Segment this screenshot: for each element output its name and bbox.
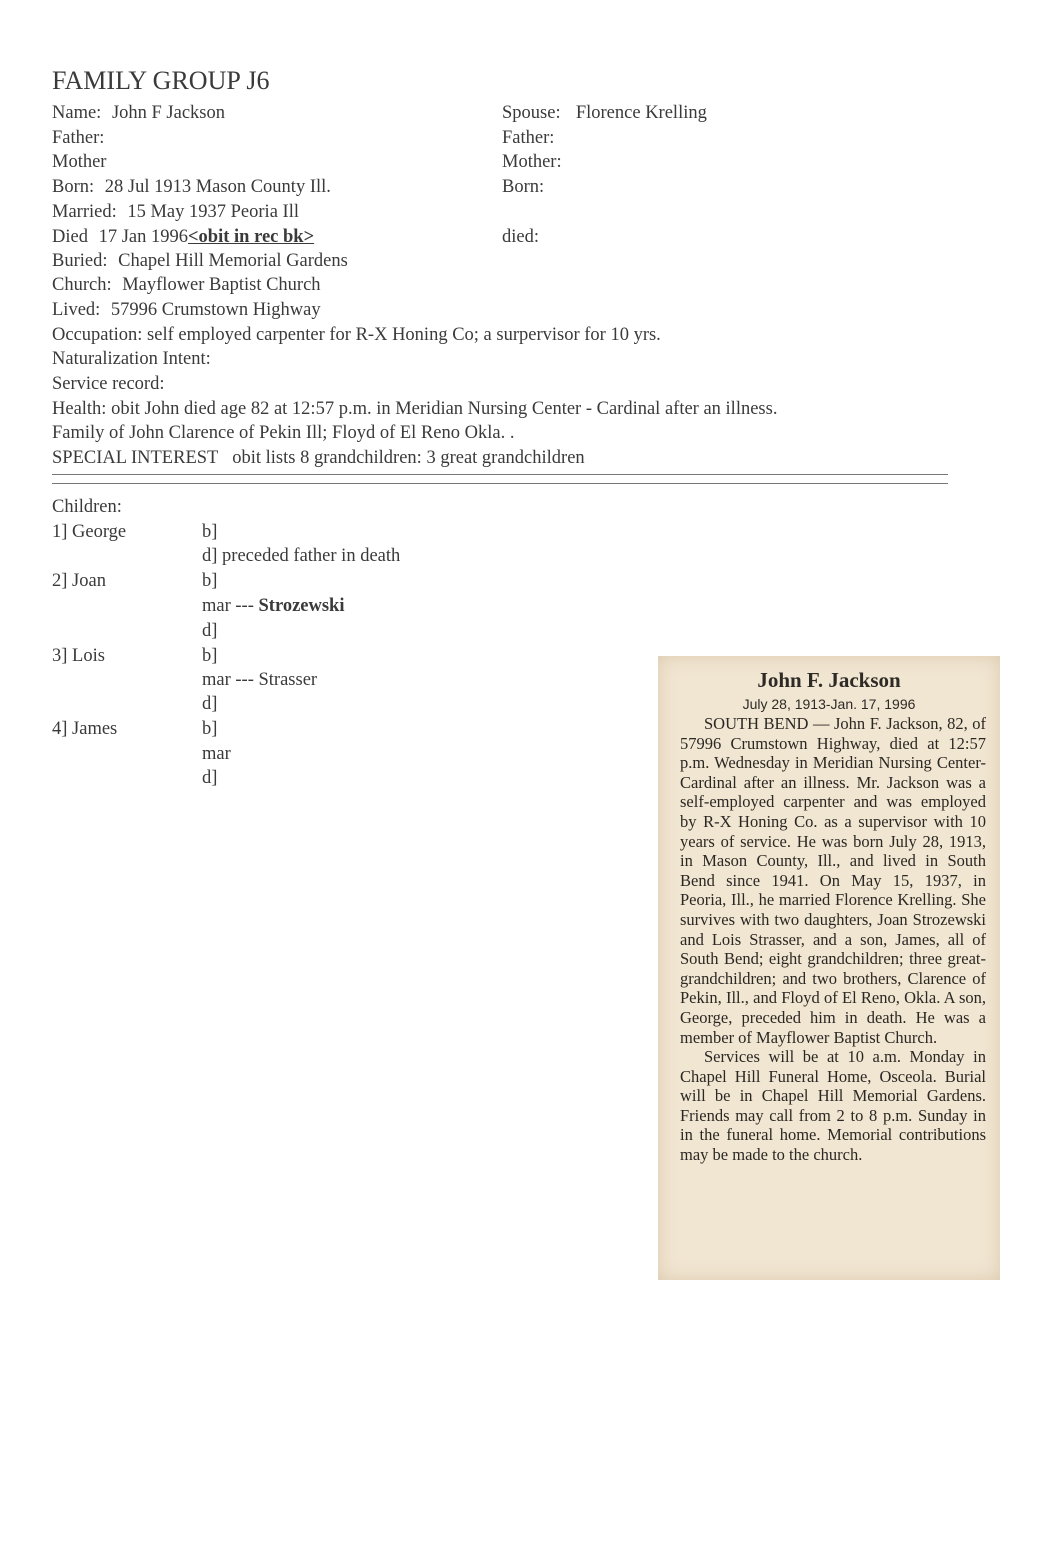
page-title: FAMILY GROUP J6: [52, 66, 270, 95]
field-service-record: Service record:: [52, 374, 165, 394]
field-health: Health: obit John died age 82 at 12:57 p.m. in Meridian Nursing Center - Cardinal after an illness.: [52, 399, 778, 419]
child-name: 3] Lois: [52, 646, 105, 666]
child-name: 2] Joan: [52, 571, 106, 591]
field-mother: Mother: [52, 152, 107, 172]
field-spouse-father: Father:: [502, 128, 555, 148]
obituary-clipping: [658, 656, 1000, 1280]
field-name: Name: John F Jackson: [52, 103, 225, 123]
obit-link[interactable]: <obit in rec bk>: [188, 227, 315, 247]
child-death: d]: [202, 621, 218, 641]
field-naturalization: Naturalization Intent:: [52, 349, 211, 369]
field-father: Father:: [52, 128, 105, 148]
clipping-paragraph: SOUTH BEND — John F. Jackson, 82, of 57996 Crumstown Highway, died at 12:57 p.m. Wednesday in Meridian Nursing Center-Cardinal after an illness. Mr. Jackson was a self-employed carpenter and was employed by R-X Honing Co. as a supervisor with 10 years of service. He was born July 28, 1913, in Mason County, Ill., and lived in South Bend since 1941. On May 15, 1937, in Peoria, Ill., he married Florence Krelling. She survives with two daughters, Joan Strozewski and Lois Strasser, and a son, James, all of South Bend; eight grandchildren; three great-grandchildren; and two brothers, Clarence of Pekin, Ill., and Floyd of El Reno, Okla. A son, George, preceded him in death. He was a member of Mayflower Baptist Church.: [680, 714, 986, 1047]
field-spouse-born: Born:: [502, 177, 545, 197]
clipping-paragraph: Services will be at 10 a.m. Monday in Chapel Hill Funeral Home, Osceola. Burial will be in Chapel Hill Memorial Gardens. Friends may call from 2 to 8 p.m. Sunday in in the funeral home. Memorial contributions may be made to the church.: [680, 1047, 986, 1165]
child-birth: b]: [202, 719, 218, 739]
field-born: Born: 28 Jul 1913 Mason County Ill.: [52, 177, 331, 197]
children-heading: Children:: [52, 497, 122, 517]
field-died: Died 17 Jan 1996<obit in rec bk>: [52, 227, 315, 247]
field-spouse-died: died:: [502, 227, 539, 247]
field-church: Church: Mayflower Baptist Church: [52, 275, 321, 295]
field-lived: Lived: 57996 Crumstown Highway: [52, 300, 321, 320]
child-birth: b]: [202, 571, 218, 591]
child-birth: b]: [202, 522, 218, 542]
child-birth: b]: [202, 646, 218, 666]
child-death: d] preceded father in death: [202, 546, 401, 566]
child-death: d]: [202, 768, 218, 788]
field-married: Married: 15 May 1937 Peoria Ill: [52, 202, 299, 222]
child-death: d]: [202, 694, 218, 714]
field-family: Family of John Clarence of Pekin Ill; Floyd of El Reno Okla. .: [52, 423, 515, 443]
child-marriage: mar: [202, 744, 231, 764]
clipping-body: [680, 714, 986, 1165]
divider: [52, 474, 948, 484]
clipping-title: John F. Jackson: [757, 668, 901, 692]
child-marriage: mar --- Strozewski: [202, 596, 345, 616]
field-spouse: Spouse: Florence Krelling: [502, 103, 707, 123]
field-occupation: Occupation: self employed carpenter for R-X Honing Co; a surpervisor for 10 yrs.: [52, 325, 661, 345]
field-buried: Buried: Chapel Hill Memorial Gardens: [52, 251, 348, 271]
clipping-dates: July 28, 1913-Jan. 17, 1996: [742, 696, 916, 712]
child-marriage: mar --- Strasser: [202, 670, 318, 690]
child-name: 4] James: [52, 719, 118, 739]
field-spouse-mother: Mother:: [502, 152, 562, 172]
field-special-interest: SPECIAL INTEREST obit lists 8 grandchildren: 3 great grandchildren: [52, 448, 585, 468]
child-name: 1] George: [52, 522, 127, 542]
